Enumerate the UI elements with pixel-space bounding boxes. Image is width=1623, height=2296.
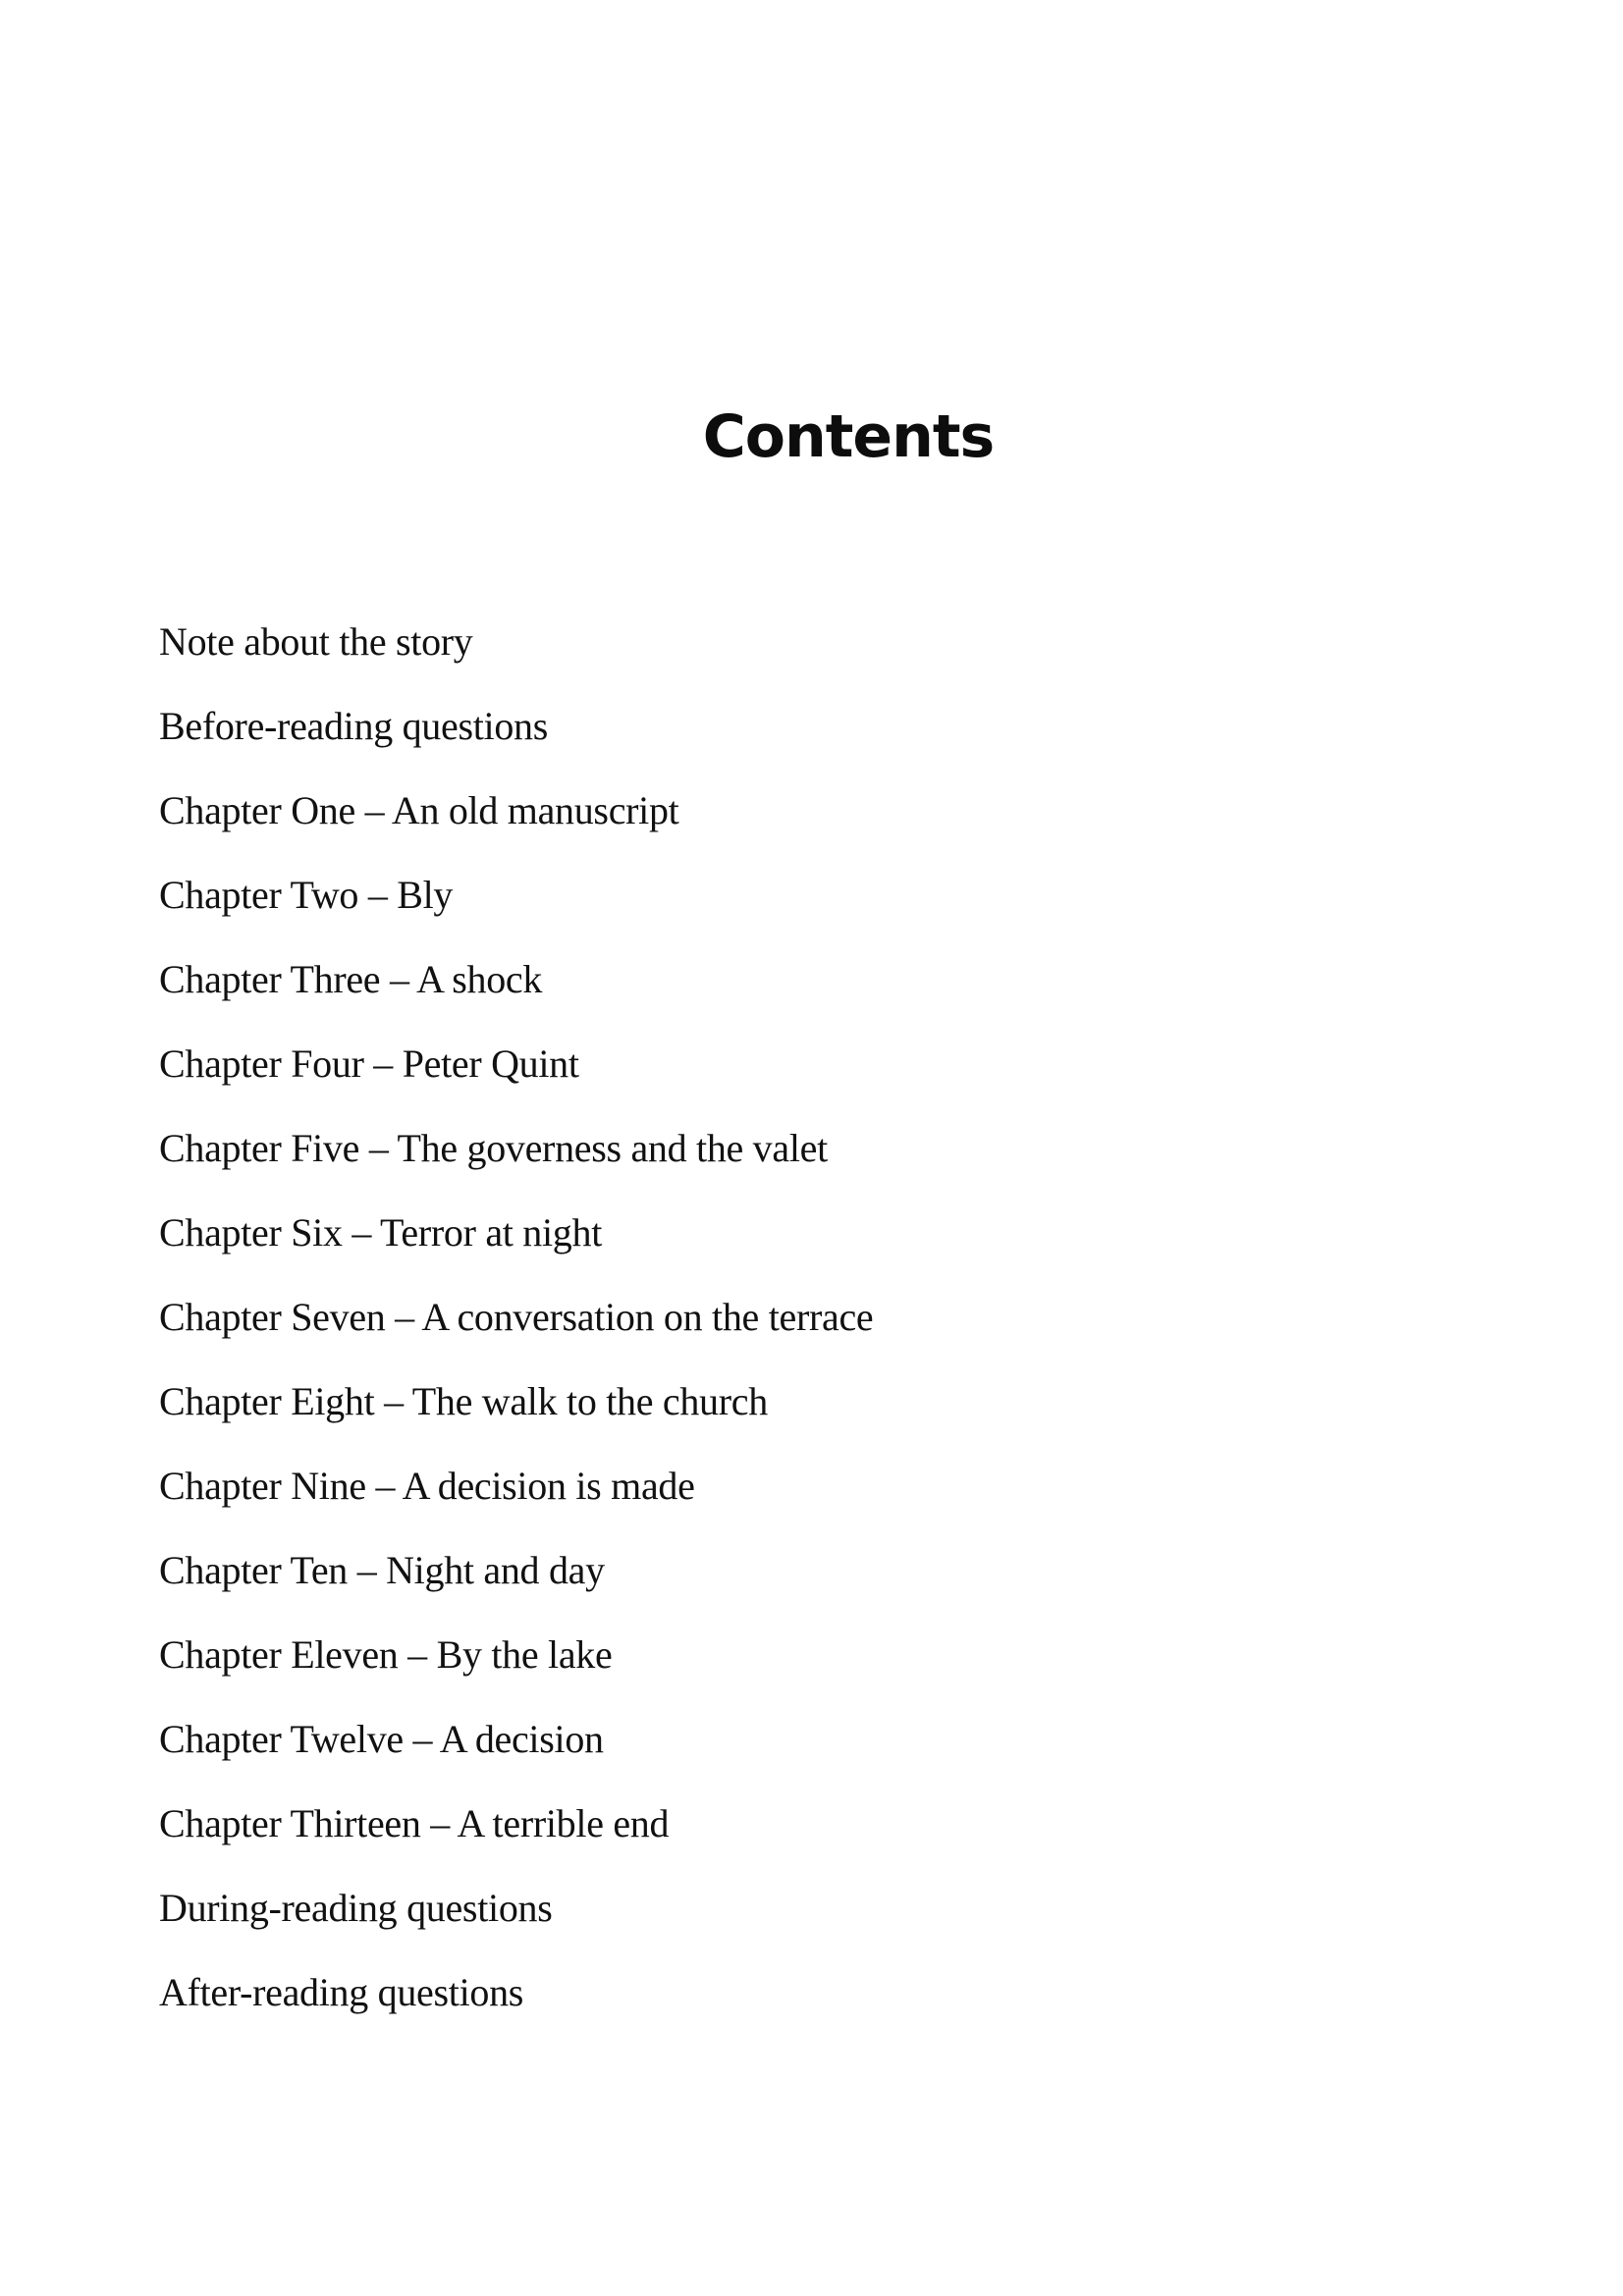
toc-entry-chapter-three: Chapter Three – A shock bbox=[159, 957, 543, 1001]
table-of-contents bbox=[159, 611, 1435, 2046]
toc-entry-note-about-story: Note about the story bbox=[159, 619, 473, 664]
toc-entry-chapter-thirteen: Chapter Thirteen – A terrible end bbox=[159, 1801, 670, 1845]
toc-entry-chapter-two: Chapter Two – Bly bbox=[159, 873, 454, 917]
toc-entry-chapter-four: Chapter Four – Peter Quint bbox=[159, 1041, 579, 1086]
toc-entry-chapter-eleven: Chapter Eleven – By the lake bbox=[159, 1632, 613, 1677]
toc-entry-chapter-seven: Chapter Seven – A conversation on the terrace bbox=[159, 1295, 874, 1339]
toc-entry-chapter-six: Chapter Six – Terror at night bbox=[159, 1210, 603, 1255]
page-title: Contents bbox=[702, 402, 995, 471]
toc-entry-chapter-twelve: Chapter Twelve – A decision bbox=[159, 1717, 604, 1761]
toc-entry-before-reading-questions: Before-reading questions bbox=[159, 704, 549, 748]
toc-entry-chapter-one: Chapter One – An old manuscript bbox=[159, 788, 679, 832]
toc-entry-chapter-nine: Chapter Nine – A decision is made bbox=[159, 1464, 695, 1508]
toc-entry-after-reading-questions: After-reading questions bbox=[159, 1970, 524, 2014]
toc-entry-during-reading-questions: During-reading questions bbox=[159, 1886, 553, 1930]
toc-entry-chapter-ten: Chapter Ten – Night and day bbox=[159, 1548, 605, 1592]
toc-entry-chapter-five: Chapter Five – The governess and the valet bbox=[159, 1126, 828, 1170]
toc-entry-chapter-eight: Chapter Eight – The walk to the church bbox=[159, 1379, 768, 1423]
